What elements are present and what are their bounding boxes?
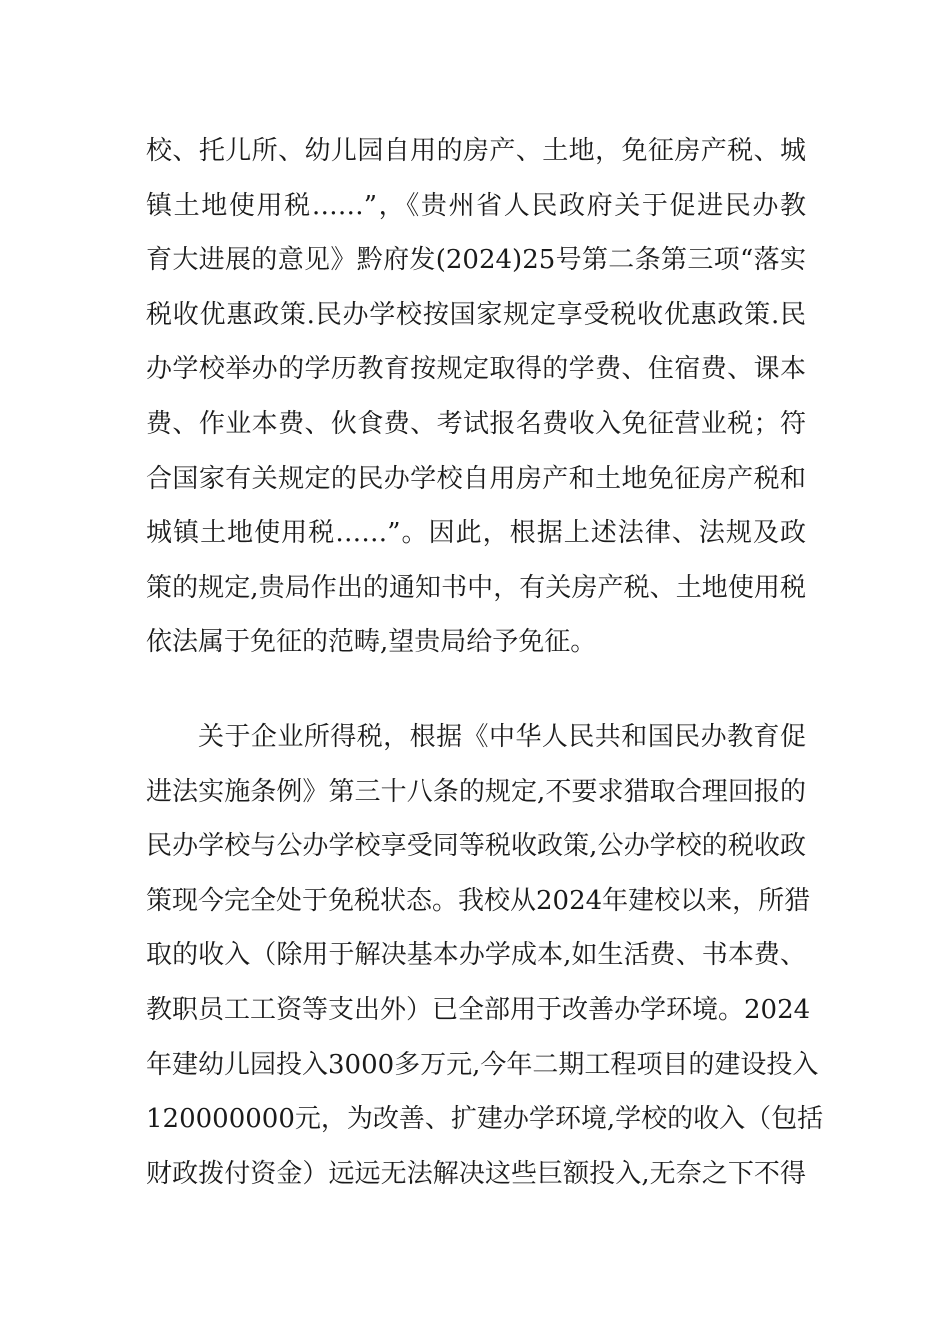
text-line: 财政拨付资金）远远无法解决这些巨额投入,无奈之下不得: [146, 1158, 806, 1189]
text-line: 120000000元，为改善、扩建办学环境,学校的收入（包括: [146, 1104, 824, 1135]
text-line: 策现今完全处于免税状态。我校从2024年建校以来，所猎: [146, 885, 811, 916]
text-line: 城镇土地使用税……”。因此，根据上述法律、法规及政: [146, 518, 806, 549]
text-line: 策的规定,贵局作出的通知书中，有关房产税、土地使用税: [146, 572, 806, 603]
text-line: 镇土地使用税……”，《贵州省人民政府关于促进民办教: [146, 190, 806, 221]
text-line: 校、托儿所、幼儿园自用的房产、土地，免征房产税、城: [146, 136, 806, 166]
paragraph-tax-exemption-property: [146, 124, 806, 670]
text-line: 教职员工工资等支出外）已全部用于改善办学环境。2024: [146, 994, 811, 1025]
paragraph-corporate-income-tax: [146, 710, 824, 1201]
text-line: 年建幼儿园投入3000多万元,今年二期工程项目的建设投入: [146, 1049, 819, 1080]
text-line: 关于企业所得税，根据《中华人民共和国民办教育促: [198, 722, 806, 752]
text-line: 税收优惠政策.民办学校按国家规定享受税收优惠政策.民: [146, 299, 806, 330]
text-line: 育大进展的意见》黔府发(2024)25号第二条第三项“落实: [146, 245, 806, 276]
text-line: 依法属于免征的范畴,望贵局给予免征。: [146, 627, 597, 658]
text-line: 进法实施条例》第三十八条的规定,不要求猎取合理回报的: [146, 776, 806, 807]
text-line: 合国家有关规定的民办学校自用房产和土地免征房产税和: [146, 463, 806, 494]
text-line: 办学校举办的学历教育按规定取得的学费、住宿费、课本: [146, 354, 806, 385]
text-line: 取的收入（除用于解决基本办学成本,如生活费、书本费、: [146, 940, 806, 971]
text-line: 民办学校与公办学校享受同等税收政策,公办学校的税收政: [146, 831, 806, 862]
text-line: 费、作业本费、伙食费、考试报名费收入免征营业税；符: [146, 408, 806, 439]
